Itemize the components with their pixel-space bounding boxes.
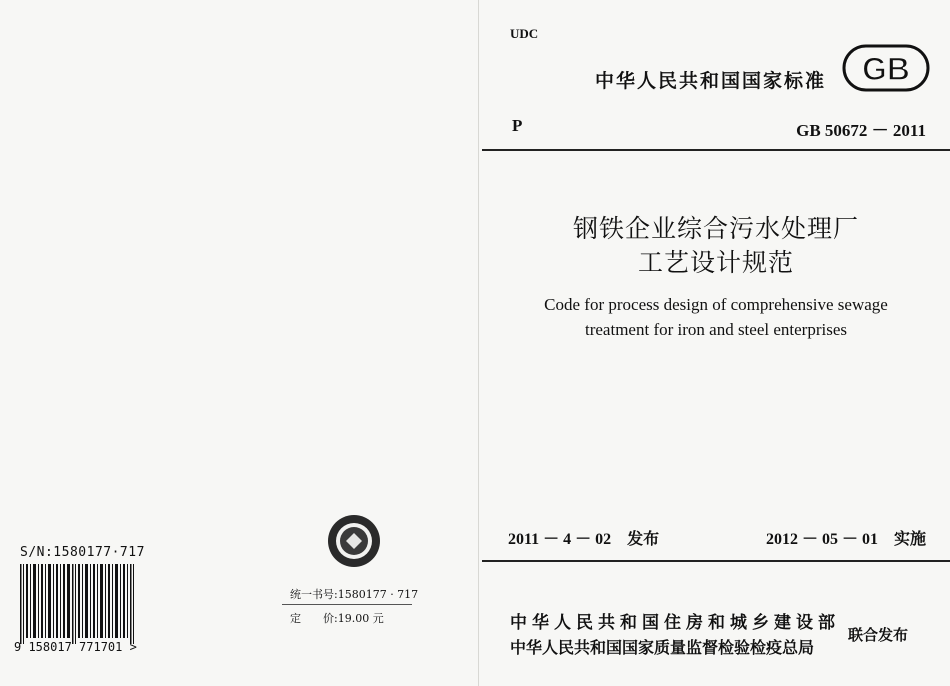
joint-issue-label: 联合发布 (848, 626, 909, 644)
category-code: P (512, 116, 523, 135)
barcode-digits: 9 158017 771701 > (14, 640, 137, 654)
udc-label: UDC (510, 26, 539, 41)
publisher-seal-icon (326, 513, 382, 569)
issuer-ministry-housing: 中华人民共和国住房和城乡建设部 (510, 613, 840, 633)
national-standard-heading: 中华人民共和国国家标准 (595, 70, 827, 92)
implementation-date: 2012 － 05 － 01 实施 (765, 531, 926, 548)
title-chinese-line-1: 钢铁企业综合污水处理厂 (572, 214, 859, 243)
title-english (482, 292, 950, 342)
barcode-serial-label: S/N:1580177·717 (20, 545, 145, 560)
catalog-divider (282, 604, 412, 605)
title-chinese-line-2: 工艺设计规范 (637, 248, 794, 277)
gb-logo-text: GB (862, 51, 910, 87)
spine-divider (478, 0, 479, 686)
price-label: 定 价:19.00 元 (290, 612, 384, 625)
footer-rule (482, 560, 950, 562)
barcode-bars (20, 564, 136, 644)
title-english-line-1: Code for process design of comprehensive sewage (544, 295, 888, 314)
catalog-number: 统一书号:1580177 · 717 (290, 588, 419, 601)
issuer-aqsiq: 中华人民共和国国家质量监督检验检疫总局 (510, 638, 815, 657)
gb-logo-icon (842, 42, 930, 94)
title-chinese (482, 212, 950, 280)
issue-date: 2011 － 4 － 02 发布 (508, 531, 660, 548)
title-english-line-2: treatment for iron and steel enterprises (585, 320, 847, 339)
standard-number: GB 50672 － 2011 (796, 121, 926, 140)
header-rule (482, 149, 950, 151)
